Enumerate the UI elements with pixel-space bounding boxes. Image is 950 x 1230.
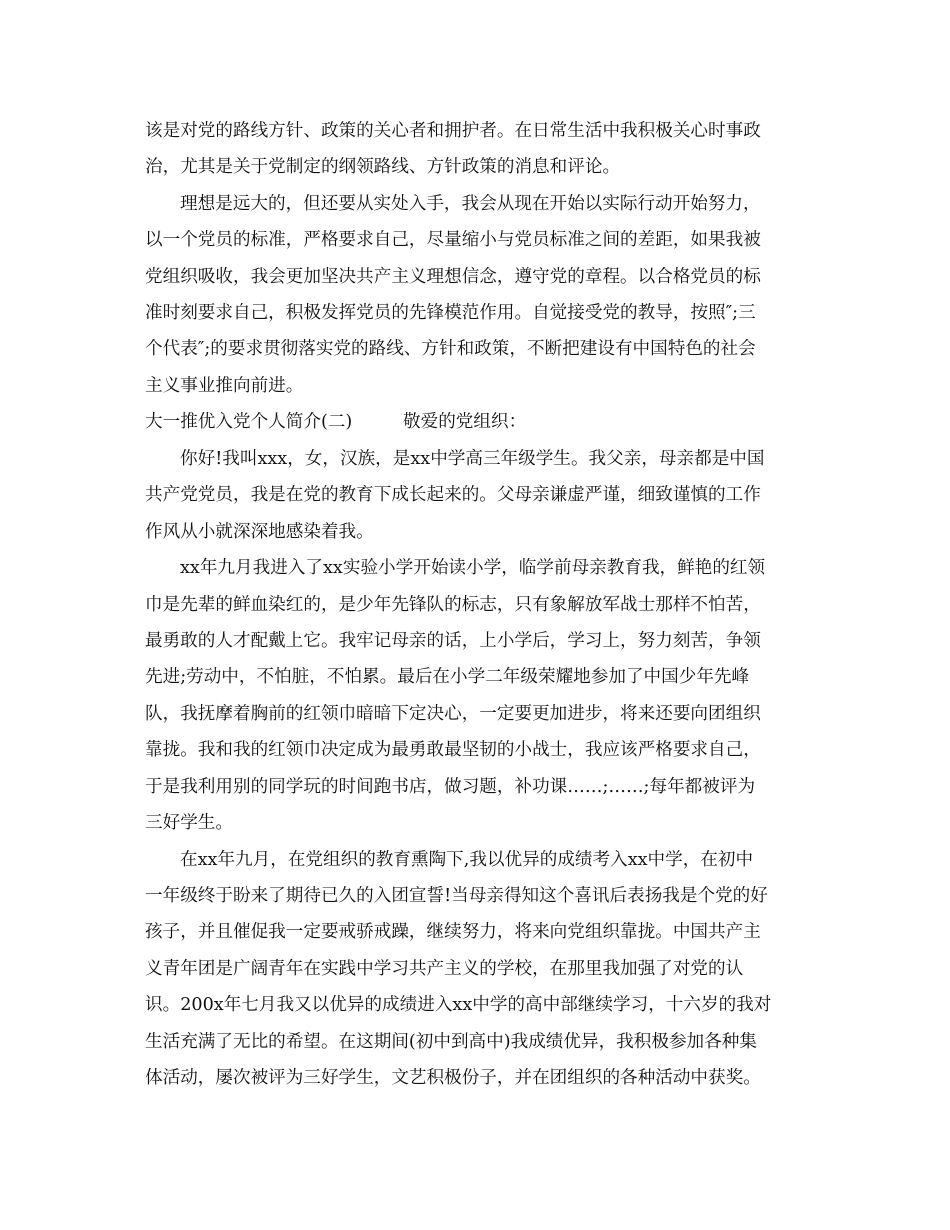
paragraph-4-line-8: 三好学生。 <box>145 813 233 833</box>
paragraph-2-line-5: 个代表″;的要求贯彻落实党的路线、方针和政策，不断把建设有中国特色的社会 <box>145 339 756 359</box>
paragraph-2-line-3: 党组织吸收，我会更加坚决共产主义理想信念，遵守党的章程。以合格党员的标 <box>145 267 761 287</box>
paragraph-4-line-4: 先进;劳动中，不怕脏，不怕累。最后在小学二年级荣耀地参加了中国少年先峰 <box>145 667 750 687</box>
paragraph-5-line-2: 一年级终于盼来了期待已久的入团宣誓!当母亲得知这个喜讯后表扬我是个党的好 <box>145 886 768 906</box>
paragraph-5-line-7: 体活动，屡次被评为三好学生，文艺积极份子，并在团组织的各种活动中获奖。 <box>145 1068 761 1088</box>
paragraph-4-line-1: xx年九月我进入了xx实验小学开始读小学，临学前母亲教育我，鲜艳的红领 <box>180 558 766 578</box>
paragraph-3-line-1: 你好!我叫xxx，女，汉族，是xx中学高三年级学生。我父亲，母亲都是中国 <box>180 449 765 469</box>
paragraph-5-line-5: 识。200x年七月我又以优异的成绩进入xx中学的高中部继续学习，十六岁的我对 <box>145 995 772 1015</box>
paragraph-4-line-3: 最勇敢的人才配戴上它。我牢记母亲的话，上小学后，学习上，努力刻苦，争领 <box>145 631 761 651</box>
paragraph-4-line-5: 队，我抚摩着胸前的红领巾暗暗下定决心，一定要更加进步，将来还要向团组织 <box>145 704 761 724</box>
paragraph-5-line-4: 义青年团是广阔青年在实践中学习共产主义的学校，在那里我加强了对党的认 <box>145 959 744 979</box>
paragraph-3-line-3: 作风从小就深深地感染着我。 <box>145 522 374 542</box>
section-heading-line <box>145 407 950 437</box>
paragraph-4-line-7: 于是我利用别的同学玩的时间跑书店，做习题，补功课……;……;每年都被评为 <box>145 777 756 797</box>
paragraph-5-line-3: 孩子，并且催促我一定要戒骄戒躁，继续努力，将来向党组织靠拢。中国共产主 <box>145 922 761 942</box>
paragraph-2-line-6: 主义事业推向前进。 <box>145 376 304 396</box>
paragraph-1-line-2: 治，尤其是关于党制定的纲领路线、方针政策的消息和评论。 <box>145 157 621 177</box>
paragraph-2-line-1: 理想是远大的，但还要从实处入手，我会从现在开始以实际行动开始努力， <box>180 194 761 214</box>
salutation: 敬爱的党组织： <box>403 412 527 432</box>
paragraph-3-line-2: 共产党党员，我是在党的教育下成长起来的。父母亲谦虚严谨，细致谨慎的工作 <box>145 485 761 505</box>
paragraph-5-line-1: 在xx年九月，在党组织的教育熏陶下,我以优异的成绩考入xx中学，在初中 <box>180 850 754 870</box>
paragraph-5-line-6: 生活充满了无比的希望。在这期间(初中到高中)我成绩优异，我积极参加各种集 <box>145 1032 757 1052</box>
paragraph-1-line-1: 该是对党的路线方针、政策的关心者和拥护者。在日常生活中我积极关心时事政 <box>145 121 761 141</box>
paragraph-4-line-2: 巾是先辈的鲜血染红的，是少年先锋队的标志，只有象解放军战士那样不怕苦， <box>145 595 761 615</box>
paragraph-4-line-6: 靠拢。我和我的红领巾决定成为最勇敢最坚韧的小战士，我应该严格要求自己， <box>145 740 761 760</box>
section-title: 大一推优入党个人简介(二) <box>145 412 353 432</box>
paragraph-2-line-4: 准时刻要求自己，积极发挥党员的先锋模范作用。自觉接受党的教导，按照″;三 <box>145 303 756 323</box>
paragraph-2-line-2: 以一个党员的标准，严格要求自己，尽量缩小与党员标准之间的差距，如果我被 <box>145 230 761 250</box>
